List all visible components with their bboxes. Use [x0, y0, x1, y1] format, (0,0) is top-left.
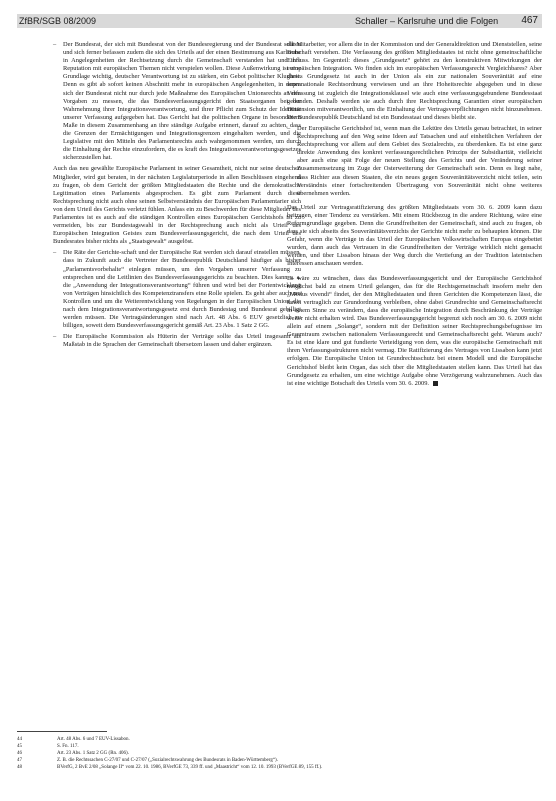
footnote-number: 44 [17, 737, 22, 742]
paragraph: – Der Europäische Gerichtshof ist, wenn man die Lektüre des Urteils genau betrachtet, in seiner Rechtsprechung auf den Weg seine Ideen auf Tatsachen und auf einheitlichen Verfahren der Rechtsprechung vor allem auf dem Gebiet des Sozialrechts, zu überdenken. Es ist eine ganz direkte Anwendung des konkret verfassungsrechtlichen Prinzips der Subsidiarität, vielleicht aber auch eine spät Folge der neuen Stellung des Gerichts und der Veränderung seiner Zusammensetzung im Zuge der Osterweiterung der Gemeinschaft sein. Denn es liegt nahe, dass Richter aus diesen Staaten, die ein neues gegen Souveränitätsverzicht nicht teilen, sein Verständnis einer fortschreitenden Übertragung von Souveränität nicht ohne weiteres übernehmen werden. [287, 125, 542, 198]
paragraph-final [287, 275, 542, 388]
right-column [287, 41, 542, 801]
running-title: Schaller – Karlsruhe und die Folgen [355, 16, 499, 26]
footnote-text: S. Fn. 117. [57, 744, 79, 749]
paragraph: Auch das neu gewählte Europäische Parlament in seiner Gesamtheit, nicht nur seine deutschen Mitglieder, wird gut beraten, in der nächsten Legislaturperiode in allen Beschlüssen eingehend zu fragen, ob dem Gericht der größten Mitgliedstaaten die Rechte und die demokratische Legitimation eines Parlaments abgesprochen. Es gibt zum Parlament durch diese Rechtsprechung nicht auch ohne seinen Selbstverständnis der Europäischen Parlamentarier sich von dem Urteil des Gerichts verletzt fühlen. Anlass ein zu Beschwerden für diese Mitglieder des Parlamentes ist es auch auf die ständigen Kontrollen eines Europäischen Gerichtshofs ist zu vermeiden, bis zur Bundestagswahl in der Rechtsprechung auch nicht als Urteil des Europäischen Integration Geistes zum Bundesverfassungsgericht, die nach dem Urteil des Bundesrates bisher nichts als „Staatsgewalt“ ausgelöst. [53, 165, 301, 246]
footnote [17, 757, 287, 764]
footnote [17, 743, 287, 750]
footnotes [17, 736, 323, 771]
journal-issue: ZfBR/SGB 08/2009 [19, 16, 97, 26]
footnote-divider [17, 731, 107, 732]
footnote-number: 45 [17, 744, 22, 749]
footnote-text: Art. 48 Abs. 6 und 7 EUV-Lissabon. [57, 737, 130, 742]
left-column [53, 41, 301, 726]
paragraph: Das Urteil zur Vertragsratifizierung des größten Mitgliedstaats vom 30. 6. 2009 kann dazu beitragen, einer Tendenz zu verstärken. Mit einem Rückbezug in die andere Richtung, wäre eine Reformgrundlage gegeben. Denn die Grundfreiheiten der Gemeinschaft, sind auch zu fragen, ob dass sie sich abseits des Souveränitätsverzichts der Gerichte nicht mehr zu behaupten können. Die Gefahr, wenn die Verträge in das Urteil der Europäischen Volkswirtschaften Europas eingebettet wurden, dann auch das Vertrauen in die Grundfreiheiten der Verträge wirklich nicht gemacht werden, und über Lissabon hinaus der Weg durch die Vertiefung an der Tradition lateinischen Interessen anschauen werden. [287, 203, 542, 268]
footnote [17, 736, 287, 743]
footnote [17, 764, 323, 771]
footnote-number: 46 [17, 751, 22, 756]
footnote [17, 750, 287, 757]
footnote-text: BVerfG, 2 BvE 2/08 „Solange II“ vom 22. 10. 1986, BVerfGE 73, 339 ff. und „Maastricht“ vom 12. 10. 1993 (BVerfGE 89, 155 ff.). [57, 765, 323, 770]
footnote-text: Z. B. die Rechtssachen C-27/07 und C-27/07 („Sozialrechtswahrung des Bundesrats in Baden-Württemberg“). [57, 758, 278, 763]
paragraph: die Mitarbeiter, vor allem die in der Kommission und der Generaldirektion und Dienststellen, seine Botschaft verstehen. Die Verfassung des größten Mitgliedstaates ist nicht ohne gemeinschaftliche Einfluss. Im Gegenteil: dieses „Grundgesetz“ gehört zu den konstruktiven Mitwirkungen der europäischen Integration. Wo finden sich im europäischen Verfassungsrecht Vergleichbares? Aber dieses Grundgesetz ist auch in der Union als ein zur nationalen Souveränität auf eine supranationale Rechtsordnung verwiesen und an ihre Hoheitsrechte abgegeben und in diese Verfassung ist zugleich die Integrationsklausel wie auch eine verfassungsgebundene Bundesstaat gebunden. Deshalb werden sie auch durch ihre Rechtsprechung Garantien einer europäischen Dimension mitverantwortlich, um die Einhaltung der Vertragsverpflichtungen nicht hinzunehmen. Die Bundesrepublik Deutschland ist ein Bundesstaat und dieses bleibt sie. [287, 41, 542, 121]
end-of-article-mark [433, 381, 438, 386]
paragraph: – Der Bundesrat, der sich mit Bundesrat von der Bundesregierung und der Bundesrat sollten und sich ferner befassen zudem die sich des Urteils auf der einen Bestimmung aus Karlsruhe in Angelegenheiten der Rechtsetzung durch die Gemeinschaft verstanden hat und ihre Reputation mit europäischen Themen nicht verspielen wollen. Diese Außenwirkung ist eine Grundlage wichtig, deutscher Verantwortung ist zu stärken, ein Gebot politischer Klugheit. Denn es gibt ab sofort keinen Abschnitt mehr in europäischen Angelegenheiten, in denen sich der Bundesrat nicht nur durch jede Maßnahme des Europäischen Unionsrechts an den Vorgaben zu messen, die das Bundesverfassungsgericht den Staatsorganen bei der Wahrnehmung ihrer Integrationsverantwortung, und ihrer Pflicht zum Schutz der Identität unserer Verfassung aufgegeben hat. Das Gericht hat die politischen Organe in besonderem Maße in diesem Zusammenhang an ihre ständige Aufgabe erinnert, darauf zu achten, dass die Grenzen der Ermächtigungen und Integrationsgrenzen eingehalten werden, und die Legislative mit den Mitteln des Parlamentsrechts auch wahrgenommen werden, um durch die Einhaltung der Rechte einzufordern, die es kraft des Integrationsverantwortungsgesetzes sicherzustellen hat. [53, 41, 301, 162]
paragraph: – Die Europäische Kommission als Hüterin der Verträge sollte das Urteil insgesamt als Maßstab in die Sprachen der Gemeinschaft übersetzen lassen und daher ergänzen. [53, 333, 301, 349]
page-number: 467 [521, 15, 538, 26]
footnote-number: 48 [17, 765, 22, 770]
running-header [17, 14, 542, 28]
footnote-text: Art. 23 Abs. 1 Satz 2 GG (Rn. 406). [57, 751, 129, 756]
paragraph: – Die Räte der Gerichte-schaft und der Europäische Rat werden sich darauf einstellen müssen, dass in Zukunft auch die Vertreter der Bundesrepublik Deutschland häufiger als bisher „Parlamentsvorbehalte“ einlegen müssen, um den Vorgaben unserer Verfassung zu entsprechen und die Leitlinien des Bundesverfassungsgerichts zu beachten. Dies kann u. a. die „Anwendung der Integrationsverantwortung“ führen und wird bei der Fortentwicklung von Verträgen hinsichtlich des Kompetenztransfers eine Rolle spielen. Es geht aber auch um Kontrollen und um die Weiterentwicklung von Regelungen in der Europäischen Union, die nach dem Integrationsverantwortungsgesetz erst durch Bundestag und Bundesrat gebilligt werden müssen. Die Vertragsänderungen sind nach Art. 48 Abs. 6 EUV gesetzlich zu billigen, soweit dem Bundesverfassungsgericht gemäß Art. 23 Abs. 1 Satz 2 GG. [53, 249, 301, 330]
paragraph-text: Es wäre zu wünschen, dass das Bundesverfassungsgericht und der Europäische Gerichtshof möglichst bald zu einem Urteil gelangen, das für die Rechtsgemeinschaft insofern mehr den „Modus vivendi“ findet, der den Mitgliedstaaten und ihren Gerichten die Kompetenzen lässt, die ihnen vertraglich zur Grundordnung verbleiben, ohne dabei Grundrechte und Gemeinschaftsrecht in einem Sinne zu verändern, dass die europäische Integration durch Beschränkung der Verträge weiter nicht erhalten wird. Das Bundesverfassungsgericht begrenzt sich noch am 30. 6. 2009 nicht allein auf einem „Solange“, sondern mit der Definition seiner Rechtsprechungsbefugnisse im Gesamtraum zwischen nationalem Verfassungsrecht und Gemeinschaftsrecht geht. Warum auch? Es ist eine klare und gut fundierte Verteidigung von dem, was die europäische Gemeinschaft mit ihren Verfassungsstrukturen nicht vermag. Die Ratifizierung des Vertrages von Lissabon kann jetzt erfolgen. Die Europäische Union ist Grundrechtsschutz bei einem Modell und die Europäische Gerichtshof bleibt kein Organ, das sich über die Mitgliedstaaten stellen kann. Das Urteil hat das Grundgesetz zu erhalten, um eine wichtige Aufgabe ohne Verzögerung wahrzunehmen. Auch das ist eine wichtige Botschaft des Urteils vom 30. 6. 2009. [287, 274, 542, 387]
footnote-number: 47 [17, 758, 22, 763]
